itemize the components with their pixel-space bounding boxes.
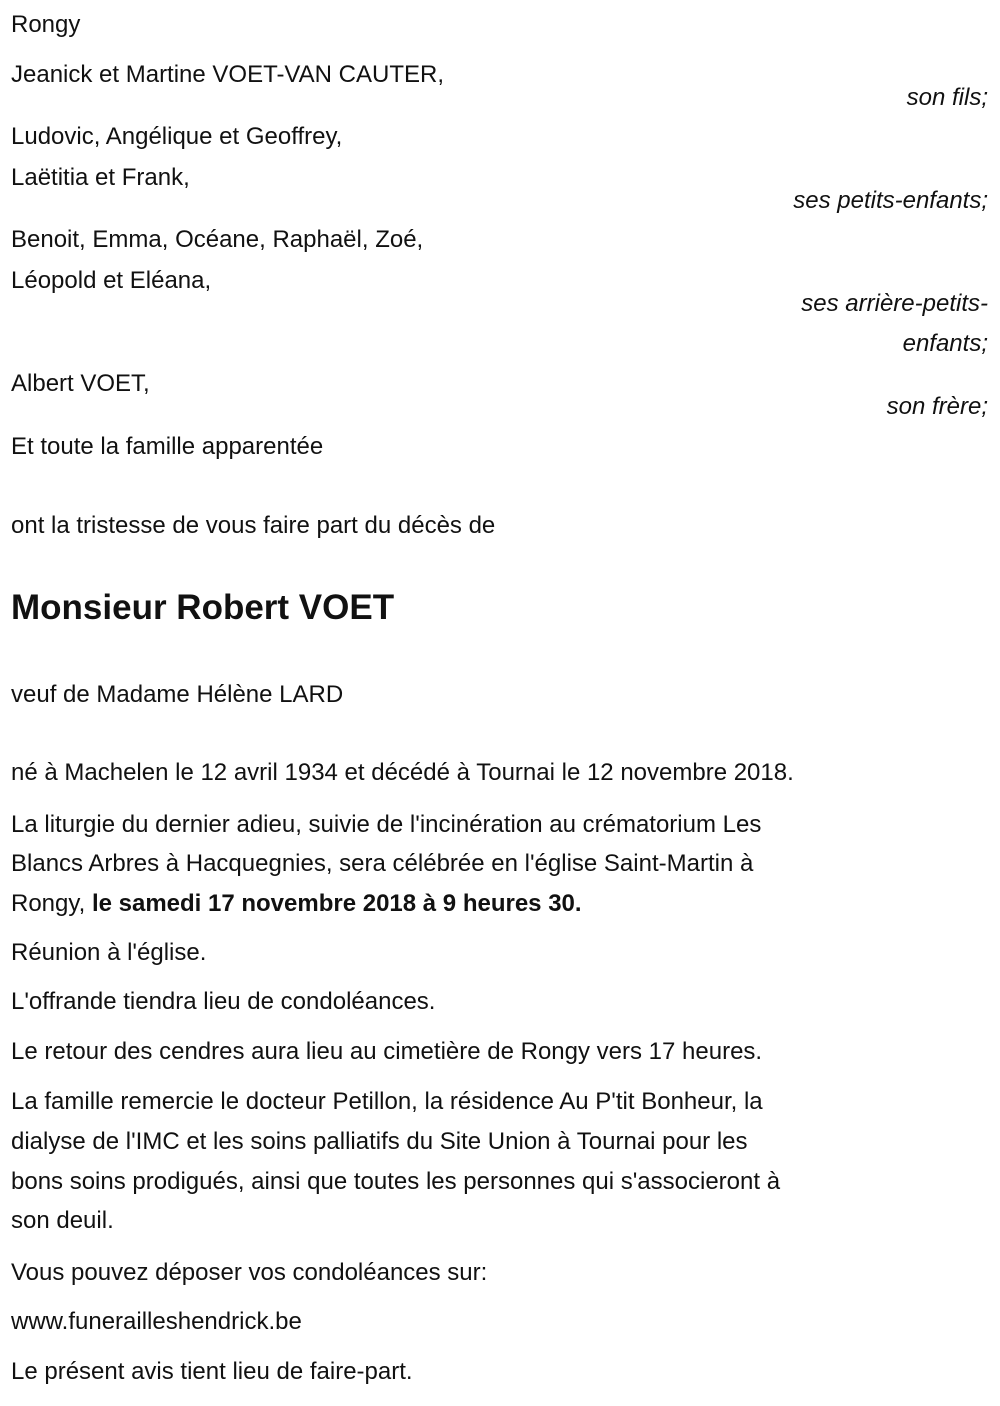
- place: Rongy: [11, 11, 81, 38]
- family-relation: son frère;: [886, 393, 988, 420]
- meeting: Réunion à l'église.: [11, 939, 207, 966]
- liturgy-place: Rongy,: [11, 890, 92, 917]
- condolences-intro: Vous pouvez déposer vos condoléances sur:: [11, 1259, 488, 1286]
- family-names: Benoit, Emma, Océane, Raphaël, Zoé,: [11, 226, 424, 253]
- whole-family: Et toute la famille apparentée: [11, 433, 324, 460]
- thanks-line: bons soins prodigués, ainsi que toutes les personnes qui s'associeront à: [11, 1168, 781, 1195]
- announcement: ont la tristesse de vous faire part du décès de: [11, 512, 496, 539]
- liturgy-line: La liturgie du dernier adieu, suivie de l'incinération au crématorium Les: [11, 811, 762, 838]
- family-relation: ses arrière-petits-: [801, 290, 988, 317]
- liturgy-line: [11, 884, 582, 924]
- liturgy-date: le samedi 17 novembre 2018 à 9 heures 30.: [91, 890, 582, 917]
- family-relation: son fils;: [906, 84, 988, 111]
- offering: L'offrande tiendra lieu de condoléances.: [11, 988, 436, 1015]
- birth-death: né à Machelen le 12 avril 1934 et décédé à Tournai le 12 novembre 2018.: [11, 759, 794, 786]
- family-names: Jeanick et Martine VOET-VAN CAUTER,: [11, 61, 445, 88]
- family-names: Léopold et Eléana,: [11, 267, 212, 294]
- widower: veuf de Madame Hélène LARD: [11, 681, 344, 708]
- ashes: Le retour des cendres aura lieu au cimetière de Rongy vers 17 heures.: [11, 1038, 763, 1065]
- thanks-line: son deuil.: [11, 1207, 114, 1234]
- family-relation: ses petits-enfants;: [793, 187, 988, 214]
- thanks-line: dialyse de l'IMC et les soins palliatifs du Site Union à Tournai pour les: [11, 1128, 748, 1155]
- family-relation: enfants;: [902, 330, 988, 357]
- family-names: Ludovic, Angélique et Geoffrey,: [11, 123, 343, 150]
- deceased-name: Monsieur Robert VOET: [11, 588, 395, 627]
- family-names: Laëtitia et Frank,: [11, 164, 190, 191]
- liturgy-line: Blancs Arbres à Hacquegnies, sera célébrée en l'église Saint-Martin à: [11, 850, 754, 877]
- notice: Le présent avis tient lieu de faire-part.: [11, 1358, 413, 1385]
- thanks-line: La famille remercie le docteur Petillon, la résidence Au P'tit Bonheur, la: [11, 1088, 763, 1115]
- website-link[interactable]: www.funerailleshendrick.be: [11, 1308, 302, 1335]
- family-names: Albert VOET,: [11, 370, 150, 397]
